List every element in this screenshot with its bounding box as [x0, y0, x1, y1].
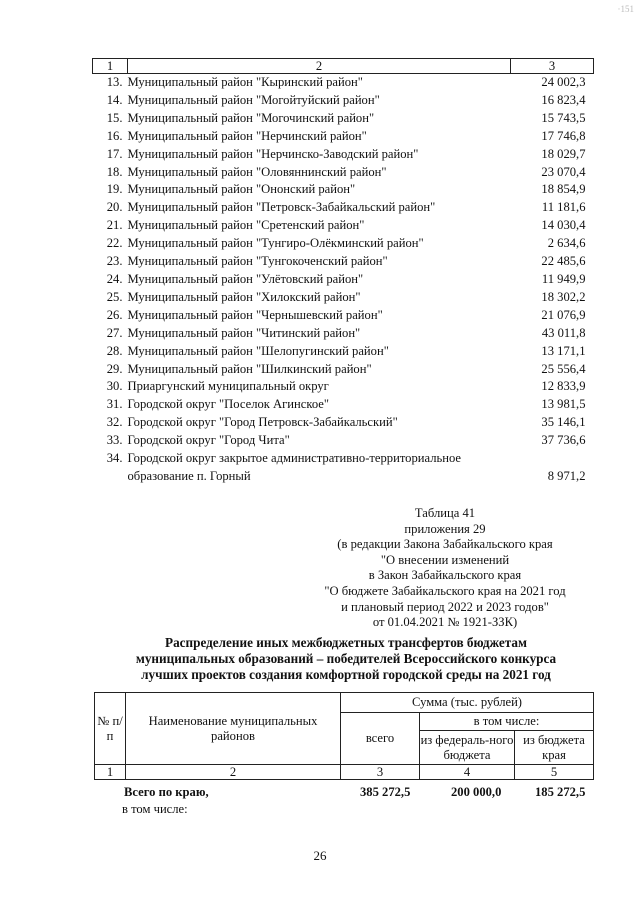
table-row — [93, 164, 594, 182]
row-number: 13. — [106, 75, 123, 89]
column-number-row — [95, 765, 594, 780]
amount-value: 16 823,4 — [541, 92, 586, 107]
municipality-name: Муниципальный район "Ононский район" — [127, 182, 356, 197]
municipality-name: Муниципальный район "Тунгиро-Олёкминский район" — [127, 236, 424, 251]
total-label: Всего по краю, — [124, 785, 209, 799]
municipality-name: Муниципальный район "Чернышевский район" — [127, 307, 383, 322]
row-number: 33. — [106, 433, 123, 448]
col-num-cell: 2 — [126, 765, 341, 780]
municipality-name: Муниципальный район "Могочинский район" — [127, 110, 375, 125]
amount-value: 17 746,8 — [541, 128, 586, 143]
row-number: 32. — [106, 415, 123, 430]
header-col-2: 2 — [128, 59, 511, 74]
amount-value: 2 634,6 — [547, 236, 586, 251]
amount-value: 35 146,1 — [541, 415, 586, 430]
row-number: 19. — [106, 182, 123, 197]
transfers-table — [94, 692, 594, 780]
municipality-name: Муниципальный район "Шелопугинский район" — [127, 343, 389, 358]
table-row — [93, 235, 594, 253]
row-number: 31. — [106, 397, 123, 412]
amount-value: 18 854,9 — [541, 182, 586, 197]
header-col-3: 3 — [511, 59, 594, 74]
municipality-name: Муниципальный район "Шилкинский район" — [127, 361, 372, 376]
section-title — [96, 635, 596, 683]
row-number: 17. — [106, 146, 123, 161]
municipality-name: Приаргунский муниципальный округ — [127, 379, 329, 394]
row-number: 26. — [106, 307, 123, 322]
municipality-name: Городской округ "Город Чита" — [127, 433, 290, 448]
including-label: в том числе: — [122, 802, 188, 816]
municipality-name: Муниципальный район "Сретенский район" — [127, 218, 365, 233]
total-value: 385 272,5 — [360, 785, 411, 799]
amount-value: 8 971,2 — [547, 469, 586, 484]
table-row — [93, 92, 594, 110]
col-num-cell: 5 — [515, 765, 594, 780]
table-row — [93, 343, 594, 361]
table-row — [93, 110, 594, 128]
amount-value: 14 030,4 — [541, 218, 586, 233]
amount-value: 23 070,4 — [541, 164, 586, 179]
row-number: 21. — [106, 218, 123, 233]
amount-value: 11 181,6 — [541, 200, 586, 215]
row-number: 15. — [106, 110, 123, 125]
amount-value: 13 171,1 — [541, 343, 586, 358]
table-row — [93, 361, 594, 379]
caption-line: от 01.04.2021 № 1921-ЗЗК) — [372, 615, 518, 630]
municipality-name: Муниципальный район "Улётовский район" — [127, 271, 364, 286]
amount-value: 21 076,9 — [541, 307, 586, 322]
total-regional: 185 272,5 — [535, 785, 586, 799]
col-num-cell: 4 — [420, 765, 515, 780]
row-number: 30. — [106, 379, 123, 394]
row-number: 22. — [106, 236, 123, 251]
table-row — [93, 307, 594, 325]
page-number: 26 — [313, 848, 327, 863]
table-row — [93, 128, 594, 146]
municipality-name: Городской округ "Поселок Агинское" — [127, 397, 330, 412]
amount-value: 18 302,2 — [541, 289, 586, 304]
col-federal-header: из федераль-ного бюджета — [420, 731, 515, 765]
table-header-row — [93, 59, 594, 74]
caption-line: в Закон Забайкальского края — [368, 568, 522, 583]
header-col-1: 1 — [93, 59, 128, 74]
title-line: лучших проектов создания комфортной городской среды на 2021 год — [141, 667, 551, 682]
municipality-name: Муниципальный район "Нерчинско-Заводский район" — [127, 146, 419, 161]
caption-line: "О внесении изменений — [380, 552, 510, 567]
amount-value: 12 833,9 — [541, 379, 586, 394]
amount-value: 15 743,5 — [541, 110, 586, 125]
col-regional-header: из бюджета края — [515, 731, 594, 765]
row-number: 29. — [106, 361, 123, 376]
corner-mark: ·151 — [617, 4, 634, 14]
col-total-header: всего — [341, 713, 420, 765]
municipality-name: Муниципальный район "Читинский район" — [127, 325, 361, 340]
table-row — [93, 414, 594, 432]
row-number: 18. — [106, 164, 123, 179]
amount-value: 22 485,6 — [541, 254, 586, 269]
table-row — [93, 74, 594, 92]
caption-line: и плановый период 2022 и 2023 годов" — [341, 599, 549, 614]
table-row — [93, 271, 594, 289]
title-line: муниципальных образований – победителей Всероссийского конкурса — [135, 651, 557, 666]
municipality-name: Муниципальный район "Кыринский район" — [127, 75, 363, 89]
row-number: 14. — [106, 92, 123, 107]
amount-value: 24 002,3 — [541, 75, 586, 89]
table-row — [93, 199, 594, 217]
col-sum-header: Сумма (тыс. рублей) — [341, 693, 594, 713]
table-row — [93, 253, 594, 271]
table-row — [93, 146, 594, 164]
row-number: 28. — [106, 343, 123, 358]
municipality-name: Муниципальный район "Петровск-Забайкальский район" — [127, 200, 436, 215]
municipality-name: Муниципальный район "Тунгокоченский район" — [127, 254, 388, 269]
municipality-name: Муниципальный район "Могойтуйский район" — [127, 92, 380, 107]
col-including-header: в том числе: — [420, 713, 594, 731]
municipality-name: Муниципальный район "Нерчинский район" — [127, 128, 367, 143]
row-number: 24. — [106, 271, 123, 286]
amount-value: 18 029,7 — [541, 146, 586, 161]
row-number: 25. — [106, 289, 123, 304]
total-federal: 200 000,0 — [451, 785, 502, 799]
row-number: 27. — [106, 325, 123, 340]
amount-value: 11 949,9 — [541, 271, 586, 286]
municipality-name: Муниципальный район "Оловяннинский район" — [127, 164, 387, 179]
table-row — [93, 432, 594, 450]
table-continuation — [92, 58, 594, 486]
table-row — [93, 396, 594, 414]
row-number: 23. — [106, 254, 123, 269]
caption-line: Таблица 41 — [414, 506, 476, 520]
table-row — [93, 325, 594, 343]
caption-line: (в редакции Закона Забайкальского края — [337, 537, 553, 552]
col-name-header: Наименование муниципальных районов — [126, 693, 341, 765]
amount-value: 13 981,5 — [541, 397, 586, 412]
table-row — [93, 378, 594, 396]
amount-value: 25 556,4 — [541, 361, 586, 376]
table-row — [93, 181, 594, 199]
caption-line: "О бюджете Забайкальского края на 2021 год — [324, 583, 566, 598]
table-row — [93, 217, 594, 235]
municipality-name: Муниципальный район "Хилокский район" — [127, 289, 361, 304]
row-number: 34. — [106, 451, 123, 466]
row-number: 16. — [106, 128, 123, 143]
amount-value: 43 011,8 — [541, 325, 586, 340]
table-row — [93, 289, 594, 307]
caption-line: приложения 29 — [404, 521, 486, 536]
municipality-name: Городской округ закрытое административно-территориальное образование п. Горный — [127, 451, 462, 483]
table-caption — [300, 506, 590, 631]
municipality-name: Городской округ "Город Петровск-Забайкальский" — [127, 415, 398, 430]
row-number: 20. — [106, 200, 123, 215]
col-num-cell: 3 — [341, 765, 420, 780]
title-line: Распределение иных межбюджетных трансфертов бюджетам — [165, 635, 527, 650]
amount-value: 37 736,6 — [541, 433, 586, 448]
table-row — [93, 450, 594, 486]
col-num-cell: 1 — [95, 765, 126, 780]
col-number-header: № п/п — [95, 693, 126, 765]
